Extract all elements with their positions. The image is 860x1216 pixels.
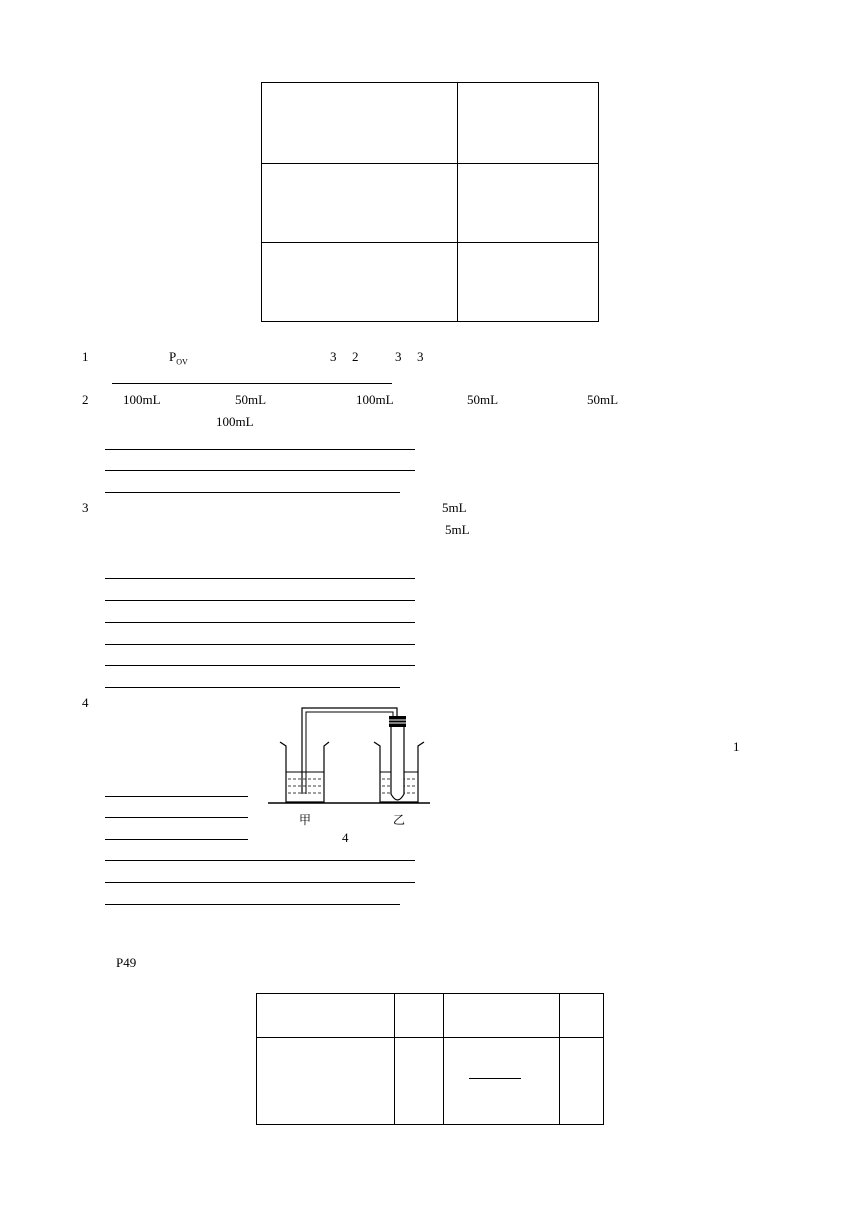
volume-value: 5mL <box>442 500 467 515</box>
question-1-digit: 3 <box>330 349 337 364</box>
answer-line <box>105 578 415 579</box>
answer-line <box>105 600 415 601</box>
question-1-digit: 3 <box>395 349 402 364</box>
test-tube <box>391 727 404 800</box>
question-3-number: 3 <box>82 500 89 515</box>
question-1-digit: 3 <box>417 349 424 364</box>
volume-value: 5mL <box>445 522 470 537</box>
answer-line <box>105 644 415 645</box>
formula-subscript: OV <box>176 357 188 367</box>
answer-line <box>105 449 415 450</box>
volume-value: 100mL <box>216 414 254 429</box>
page-reference: P49 <box>116 955 137 970</box>
question-2-number: 2 <box>82 392 89 407</box>
answer-line <box>112 383 392 384</box>
bottom-table-column-divider <box>443 993 444 1125</box>
formula-base: P <box>169 349 177 364</box>
volume-value: 100mL <box>356 392 394 407</box>
right-beaker-label: 乙 <box>393 813 406 827</box>
question-4-number: 4 <box>82 695 89 710</box>
answer-line <box>105 492 400 493</box>
answer-line <box>105 470 415 471</box>
bottom-table-row-divider <box>256 1037 604 1038</box>
figure-label: 4 <box>342 830 349 845</box>
top-table-column-divider <box>457 82 458 322</box>
bottom-table-column-divider <box>559 993 560 1125</box>
answer-line <box>105 839 248 840</box>
volume-value: 50mL <box>467 392 499 407</box>
volume-value: 100mL <box>123 392 161 407</box>
answer-line <box>105 687 400 688</box>
answer-line <box>105 860 415 861</box>
rubber-stopper <box>389 716 406 727</box>
answer-line <box>105 882 415 883</box>
top-table-row-divider <box>261 163 599 164</box>
bottom-table <box>256 993 604 1125</box>
question-1-digit: 2 <box>352 349 359 364</box>
top-table <box>261 82 599 322</box>
glass-tube <box>302 708 397 794</box>
answer-line <box>105 817 248 818</box>
volume-value: 50mL <box>235 392 267 407</box>
volume-value: 50mL <box>587 392 619 407</box>
beaker-apparatus-diagram <box>264 698 434 828</box>
left-beaker <box>280 742 329 802</box>
question-1-number: 1 <box>82 349 89 364</box>
answer-line <box>105 796 248 797</box>
bottom-table-column-divider <box>394 993 395 1125</box>
question-1-formula <box>169 349 188 367</box>
answer-line <box>105 904 400 905</box>
side-reference: 1 <box>733 739 740 754</box>
answer-line <box>105 665 415 666</box>
fill-in-blank-line <box>469 1078 521 1079</box>
answer-line <box>105 622 415 623</box>
top-table-row-divider <box>261 242 599 243</box>
left-beaker-label: 甲 <box>299 813 312 827</box>
